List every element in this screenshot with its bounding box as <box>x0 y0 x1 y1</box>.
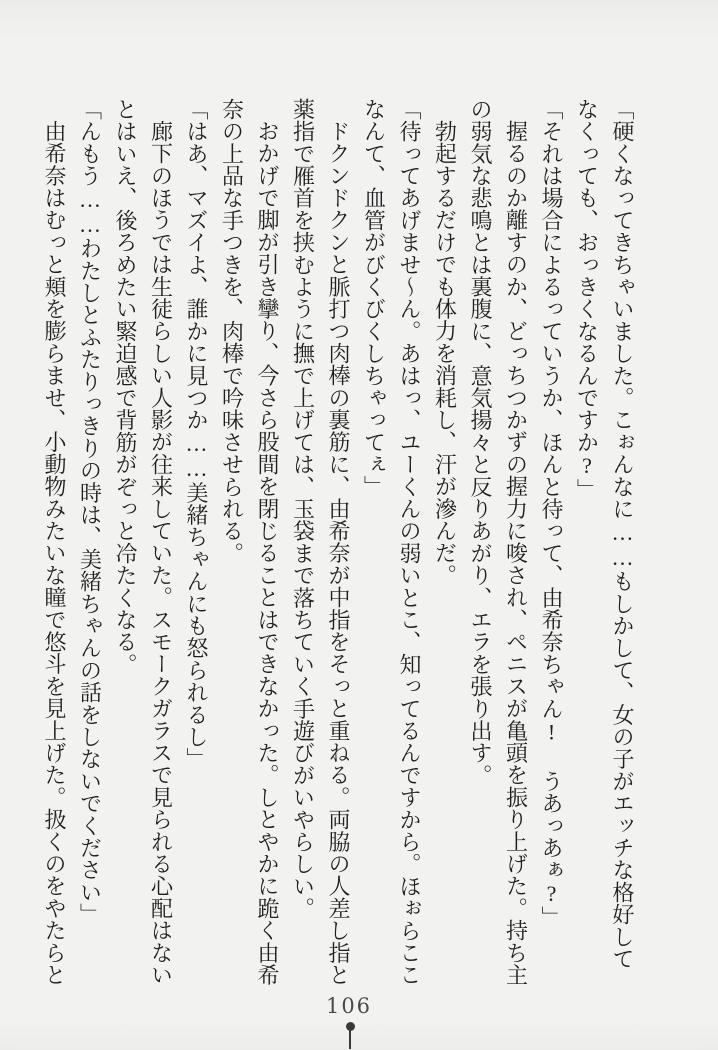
binding-pin-icon <box>344 1022 356 1050</box>
paragraph: 「待ってあげませ〜ん。あはっ、ユーくんの弱いとこ、知ってるんですから。ほぉらここなんて、血管がびくびくしちゃってぇ」 <box>361 98 422 986</box>
paragraph: 「んもう……わたしとふたりっきりの時は、美緒ちゃんの話をしないでください」 <box>77 98 103 926</box>
paragraph: 勃起するだけでも体力を消耗し、汗が滲んだ。 <box>432 120 458 587</box>
paragraph: 「硬くなってきちゃいました。こぉんなに……もしかして、女の子がエッチな格好してなくっても、おっきくなるんですか?」 <box>574 98 635 970</box>
paragraph: 握るのか離すのか、どっちつかずの握力に唆され、ペニスが亀頭を振り上げた。持ち主の弱気な悲鳴とは裏腹に、意気揚々と反りあがり、エラを張り出す。 <box>468 98 529 986</box>
page-number: 106 <box>325 994 373 1018</box>
paragraph: 廊下のほうでは生徒らしい人影が往来していた。スモークガラスで見られる心配はないとはいえ、後ろめたい緊迫感で背筋がぞっと冷たくなる。 <box>113 98 174 986</box>
ornament-stem <box>349 1030 351 1049</box>
paragraph: 「それは場合によるっていうか、ほんと待って、由希奈ちゃん! うあっあぁ?」 <box>539 98 564 929</box>
paragraph: おかげで脚が引き攣り、今さら股間を閉じることはできなかった。しとやかに跪く由希奈の上品な手つきを、肉棒で吟味させられる。 <box>219 98 280 986</box>
paragraph: 「はあ、マズイよ、誰かに見つか……美緒ちゃんにも怒られるし」 <box>184 98 209 770</box>
vertical-text-body <box>37 98 641 986</box>
paragraph: 由希奈はむっと頬を膨らませ、小動物みたいな瞳で悠斗を見上げた。扱くのをやたらと <box>42 120 67 986</box>
paragraph: ドクンドクンと脈打つ肉棒の裏筋に、由希奈が中指をそっと重ねる。両脇の人差し指と薬指で雁首を挟むように撫で上げては、玉袋まで落ちていく手遊びがいやらしい。 <box>290 98 351 986</box>
page-footer <box>0 994 698 1018</box>
